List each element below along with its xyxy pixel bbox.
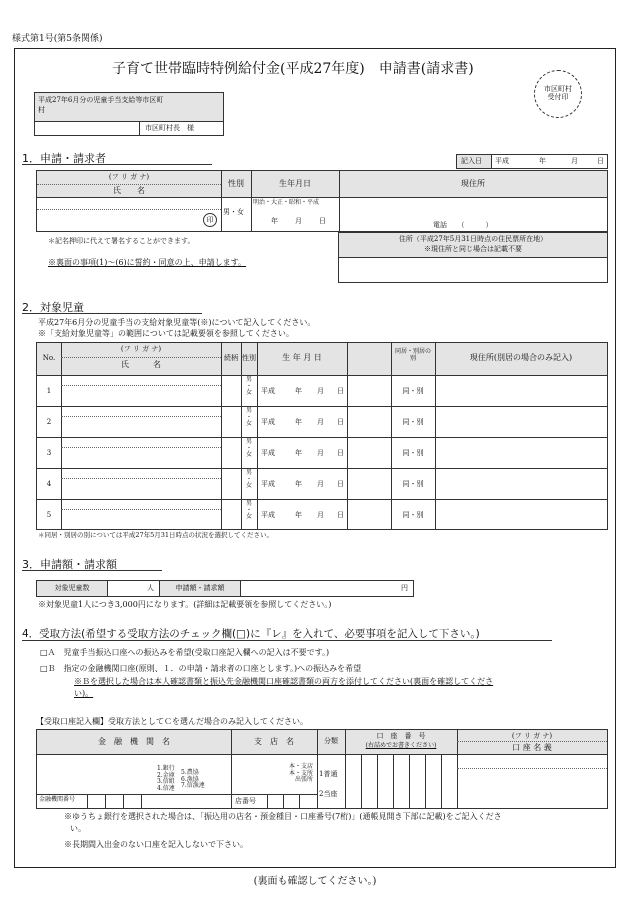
applicant-phone-label: 電話 （ ） bbox=[433, 221, 493, 229]
entry-date-year: 年 bbox=[539, 157, 546, 165]
option-b-note2: い)。 bbox=[74, 689, 94, 698]
child-cohabit[interactable]: 同・別 bbox=[402, 511, 424, 519]
section2-intro1: 平成27年6月分の児童手当の支給対象児童等(※)について記入してください。 bbox=[38, 318, 316, 327]
section3-note: ※対象児童1人につき3,000円になります。(詳細は記載要領を参照してください。) bbox=[38, 600, 332, 609]
signature-note: ＊記名押印に代えて署名することができます。 bbox=[48, 237, 195, 245]
section2-heading: 2．対象児童 bbox=[22, 301, 84, 314]
bank-col-type: 分類 bbox=[324, 737, 338, 745]
child-cohabit[interactable]: 同・別 bbox=[402, 418, 424, 426]
child-birth-era: 平成 bbox=[261, 418, 275, 426]
child-gender-female: 女 bbox=[245, 482, 252, 490]
bank-institution-types-a: 1.銀行 2.金庫 3.信組 4.信連 bbox=[157, 765, 175, 792]
child-birth-year: 年 bbox=[295, 480, 302, 488]
dormant-note: ※長期間入出金のない口座を記入しないで下さい。 bbox=[64, 840, 248, 849]
entry-date-box bbox=[456, 154, 608, 169]
child-gender-dot: ・ bbox=[245, 475, 252, 483]
child-gender-female: 女 bbox=[245, 389, 252, 397]
section2-footnote: ＊同居・別居の別については平成27年5月31日時点の状況を選択してください。 bbox=[38, 531, 274, 539]
stamp-line2: 受付印 bbox=[547, 93, 569, 102]
option-b-checkbox[interactable]: □Ｂ 指定の金融機関口座(原則、１．の申請・請求者の口座とします。)への振込みを希望 bbox=[40, 664, 362, 673]
child-gender-female: 女 bbox=[245, 451, 252, 459]
bank-col-account-no-sub: (右詰めでお書きください) bbox=[365, 742, 437, 749]
child-gender-male: 男 bbox=[245, 469, 252, 476]
applicant-address-label: 現住所 bbox=[461, 179, 485, 188]
child-row-no: 2 bbox=[46, 418, 52, 426]
addressee-line1: 平成27年6月分の児童手当支給等市区町 bbox=[38, 96, 164, 104]
yucho-note1: ※ゆうちょ銀行を選択された場合は、「振込用の店名・預金種目・口座番号(7桁)」(通帳見開き下部に記載)をご記入くださ bbox=[64, 812, 502, 821]
addressee-box bbox=[34, 92, 224, 136]
child-birth-day: 日 bbox=[337, 511, 344, 519]
child-gender-dot: ・ bbox=[245, 506, 252, 514]
bank-col-furigana: (フ リ ガ ナ) bbox=[511, 732, 553, 740]
child-birth-era: 平成 bbox=[261, 511, 275, 519]
applicant-table bbox=[36, 170, 608, 232]
child-gender-male: 男 bbox=[245, 376, 252, 383]
children-col-birth: 生 年 月 日 bbox=[282, 353, 322, 362]
applicant-birth-year: 年 bbox=[271, 217, 278, 225]
children-count-label: 対象児童数 bbox=[54, 584, 90, 592]
child-gender-dot: ・ bbox=[245, 382, 252, 390]
bank-institution-types-b: 5.農協 6.漁協 7.信漁連 bbox=[181, 769, 205, 790]
amount-table bbox=[36, 580, 414, 597]
entry-date-month: 月 bbox=[571, 157, 578, 165]
children-col-no: No. bbox=[42, 354, 56, 362]
resident-address-note: ※現住所と同じ場合は記載不要 bbox=[424, 245, 522, 253]
child-birth-year: 年 bbox=[295, 418, 302, 426]
entry-date-era: 平成 bbox=[495, 157, 509, 165]
child-gender-dot: ・ bbox=[245, 413, 252, 421]
form-number: 様式第1号(第5条関係) bbox=[12, 34, 103, 44]
child-gender-male: 男 bbox=[245, 438, 252, 445]
child-gender-dot: ・ bbox=[245, 444, 252, 452]
option-a-checkbox[interactable]: □Ａ 児童手当振込口座への振込みを希望(受取口座記入欄への記入は不要です。) bbox=[40, 648, 330, 657]
child-row-no: 4 bbox=[46, 480, 52, 488]
section1-heading: 1．申請・請求者 bbox=[22, 152, 106, 165]
bank-type-checking[interactable]: 2当座 bbox=[319, 790, 338, 798]
footer-note: (裏面も確認してください。) bbox=[253, 876, 377, 887]
stamp-line1: 市区町村 bbox=[544, 85, 572, 93]
addressee-line2: 村 bbox=[38, 106, 45, 114]
bank-branch-types: 本・支店 本・支所 出張所 bbox=[289, 763, 314, 784]
child-birth-year: 年 bbox=[295, 449, 302, 457]
applicant-gender-value: 男・女 bbox=[223, 208, 244, 216]
applicant-name-label: 氏 名 bbox=[113, 186, 145, 195]
child-gender-male: 男 bbox=[245, 500, 252, 507]
bank-branch-code-label: 店番号 bbox=[235, 797, 256, 805]
bank-table bbox=[36, 729, 608, 809]
child-row-no: 3 bbox=[46, 449, 52, 457]
child-birth-day: 日 bbox=[337, 418, 344, 426]
child-birth-month: 月 bbox=[317, 418, 324, 426]
applicant-birth-month: 月 bbox=[295, 217, 302, 225]
child-birth-month: 月 bbox=[317, 511, 324, 519]
children-col-gender: 性別 bbox=[242, 354, 256, 362]
child-birth-era: 平成 bbox=[261, 480, 275, 488]
section3-heading: 3．申請額・請求額 bbox=[22, 558, 117, 571]
bank-col-branch: 支 店 名 bbox=[254, 737, 294, 746]
child-birth-month: 月 bbox=[317, 449, 324, 457]
applicant-birth-label: 生年月日 bbox=[279, 179, 311, 188]
bank-type-ordinary[interactable]: 1普通 bbox=[319, 770, 338, 778]
resident-address-box bbox=[338, 232, 608, 283]
option-b-note1: ※Ｂを選択した場合は本人確認書類と振込先金融機関口座確認書類の両方を添付してください(裏面を確認してくださ bbox=[74, 677, 494, 686]
bank-col-institution: 金 融 機 関 名 bbox=[98, 737, 170, 746]
form-title: 子育て世帯臨時特例給付金(平成27年度) 申請書(請求書) bbox=[112, 61, 474, 77]
addressee-suffix: 市区町村長 様 bbox=[145, 124, 194, 132]
amount-unit: 円 bbox=[401, 584, 408, 592]
children-col-address: 現住所(別居の場合のみ記入) bbox=[469, 353, 573, 362]
child-birth-year: 年 bbox=[295, 387, 302, 395]
resident-address-label: 住所（平成27年5月31日時点の住民票所在地） bbox=[398, 235, 548, 243]
section4-heading: 4．受取方法(希望する受取方法のチェック欄(□)に『レ』を入れて、必要事項を記入して下さい。) bbox=[22, 628, 480, 640]
child-gender-female: 女 bbox=[245, 513, 252, 521]
entry-date-day: 日 bbox=[597, 157, 604, 165]
children-col-furigana: (フ リ ガ ナ) bbox=[120, 345, 162, 353]
child-row-no: 5 bbox=[46, 511, 52, 519]
section2-intro2: ※「支給対象児童等」の範囲については記載要領を参照してください。 bbox=[38, 329, 294, 338]
child-gender-male: 男 bbox=[245, 407, 252, 414]
child-birth-era: 平成 bbox=[261, 449, 275, 457]
children-col-name: 氏 名 bbox=[121, 360, 161, 369]
applicant-furigana-label: (フ リ ガ ナ) bbox=[108, 173, 150, 181]
children-count-unit: 人 bbox=[147, 584, 154, 592]
bank-institution-code-label: 金融機関番号 bbox=[39, 796, 76, 803]
child-cohabit[interactable]: 同・別 bbox=[402, 480, 424, 488]
amount-label: 申請額・請求額 bbox=[175, 584, 225, 592]
reception-stamp-circle bbox=[534, 70, 582, 118]
child-birth-month: 月 bbox=[317, 387, 324, 395]
bank-header: 【受取口座記入欄】受取方法としてＣを選んだ場合のみ記入してください。 bbox=[36, 717, 308, 726]
yucho-note2: い。 bbox=[70, 824, 86, 833]
entry-date-label: 記入日 bbox=[461, 157, 482, 165]
child-birth-day: 日 bbox=[337, 387, 344, 395]
child-row-no: 1 bbox=[46, 387, 52, 395]
applicant-birth-day: 日 bbox=[319, 217, 326, 225]
seal-mark: 印 bbox=[203, 213, 217, 227]
bank-col-holder: 口 座 名 義 bbox=[512, 743, 552, 752]
applicant-birth-eras: 明治・大正・昭和・平成 bbox=[253, 199, 320, 206]
child-birth-year: 年 bbox=[295, 511, 302, 519]
applicant-gender-label: 性別 bbox=[228, 179, 244, 188]
child-birth-era: 平成 bbox=[261, 387, 275, 395]
child-gender-female: 女 bbox=[245, 420, 252, 428]
child-cohabit[interactable]: 同・別 bbox=[402, 449, 424, 457]
children-table bbox=[36, 342, 608, 530]
children-col-cohabit: 同居・別居の別 bbox=[394, 348, 431, 362]
child-birth-day: 日 bbox=[337, 449, 344, 457]
child-birth-month: 月 bbox=[317, 480, 324, 488]
consent-note: ※裏面の事項(1)～(6)に誓約・同意の上、申請します。 bbox=[48, 258, 247, 267]
bank-col-account-no: 口 座 番 号 bbox=[376, 732, 426, 740]
child-birth-day: 日 bbox=[337, 480, 344, 488]
children-col-relation: 続柄 bbox=[224, 354, 238, 362]
child-cohabit[interactable]: 同・別 bbox=[402, 387, 424, 395]
